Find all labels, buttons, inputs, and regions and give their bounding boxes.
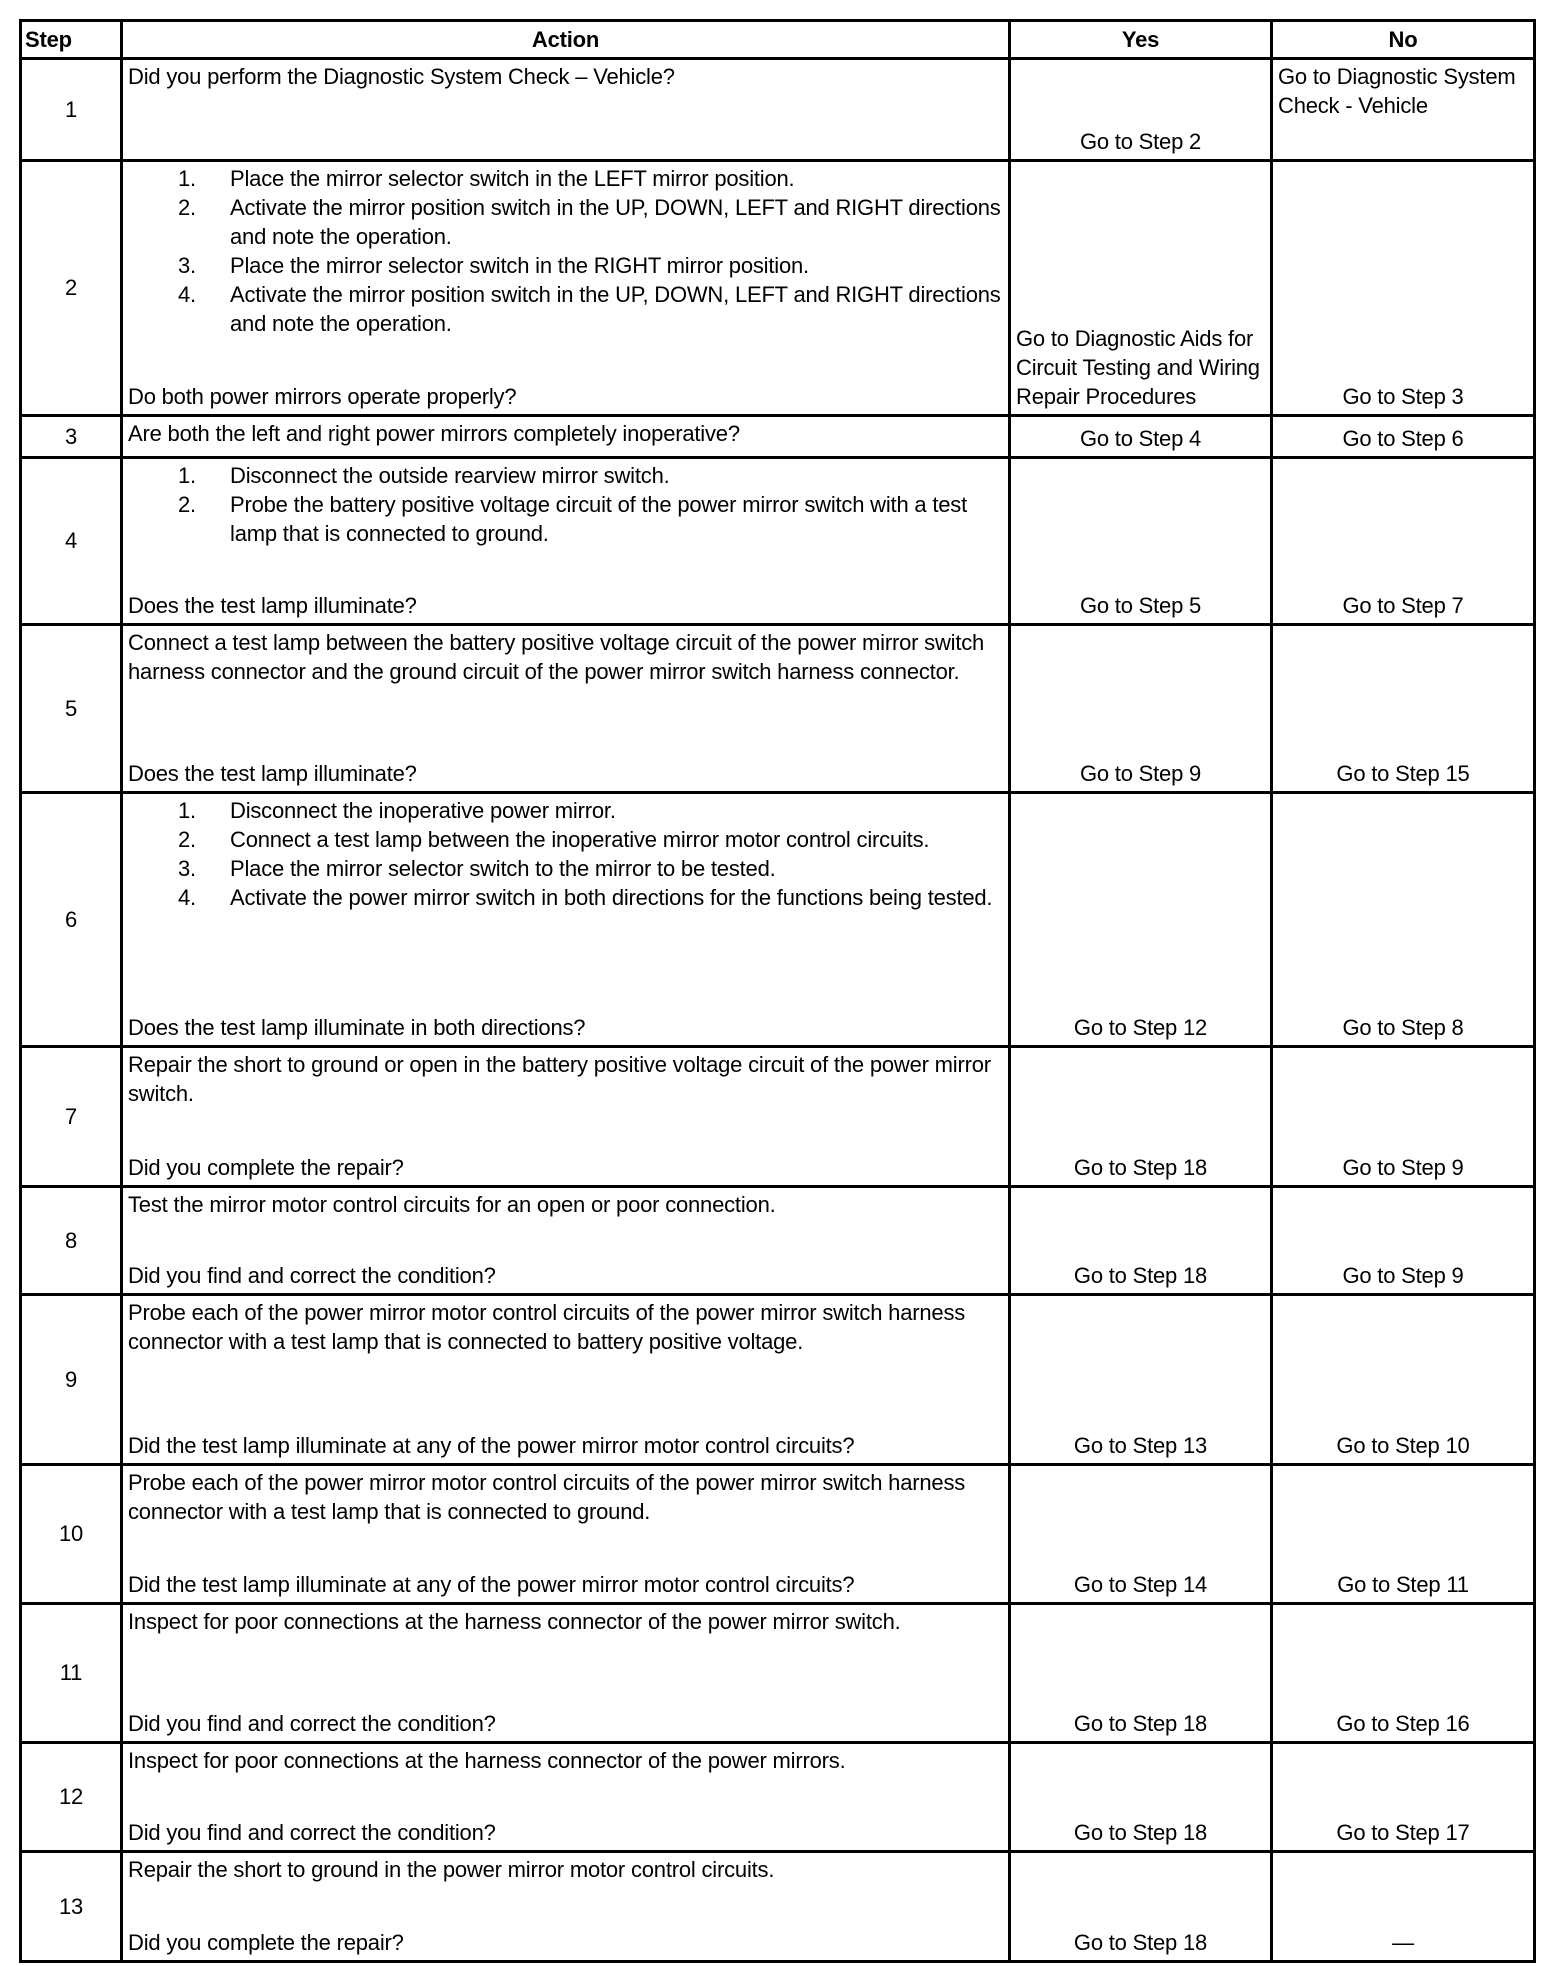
action-cell bbox=[122, 59, 1010, 161]
action-question: Did you complete the repair? bbox=[128, 1930, 404, 1955]
action-text: Inspect for poor connections at the harness connector of the power mirrors. bbox=[128, 1748, 846, 1773]
action-question: Does the test lamp illuminate in both directions? bbox=[128, 1015, 586, 1040]
step-number: 12 bbox=[21, 1743, 122, 1852]
yes-result[interactable]: Go to Step 14 bbox=[1010, 1465, 1272, 1604]
step-number: 6 bbox=[21, 793, 122, 1047]
no-result[interactable]: Go to Step 9 bbox=[1272, 1047, 1535, 1187]
action-question: Does the test lamp illuminate? bbox=[128, 761, 417, 786]
step-number: 9 bbox=[21, 1295, 122, 1465]
action-question: Did you find and correct the condition? bbox=[128, 1711, 496, 1736]
action-question: Do both power mirrors operate properly? bbox=[128, 384, 517, 409]
action-steps bbox=[128, 461, 1003, 548]
action-steps bbox=[128, 796, 1003, 912]
step-number: 4 bbox=[21, 458, 122, 625]
no-result[interactable]: Go to Step 16 bbox=[1272, 1604, 1535, 1743]
action-step-item: 3. Place the mirror selector switch in the RIGHT mirror position. bbox=[178, 253, 809, 278]
action-text: Connect a test lamp between the battery positive voltage circuit of the power mirror switch harness connector and the ground circuit of the power mirror switch harness connector. bbox=[128, 630, 985, 684]
action-cell bbox=[122, 416, 1010, 458]
action-text: Did you perform the Diagnostic System Check – Vehicle? bbox=[128, 64, 675, 89]
header-row bbox=[21, 21, 1535, 59]
step-number: 5 bbox=[21, 625, 122, 793]
table-row bbox=[21, 416, 1535, 458]
table-row bbox=[21, 625, 1535, 793]
step-number: 8 bbox=[21, 1187, 122, 1295]
step-number: 1 bbox=[21, 59, 122, 161]
action-text: Repair the short to ground in the power mirror motor control circuits. bbox=[128, 1857, 775, 1882]
yes-result[interactable]: Go to Step 18 bbox=[1010, 1187, 1272, 1295]
no-result[interactable]: Go to Diagnostic System Check - Vehicle bbox=[1272, 59, 1535, 161]
action-step-item: 1. Disconnect the inoperative power mirror. bbox=[178, 798, 616, 823]
action-text: Test the mirror motor control circuits for an open or poor connection. bbox=[128, 1192, 776, 1217]
no-result[interactable]: Go to Step 8 bbox=[1272, 793, 1535, 1047]
no-result[interactable]: Go to Step 7 bbox=[1272, 458, 1535, 625]
step-number: 13 bbox=[21, 1852, 122, 1962]
table-row bbox=[21, 1295, 1535, 1465]
action-text: Are both the left and right power mirrors completely inoperative? bbox=[128, 421, 740, 446]
table-row bbox=[21, 1852, 1535, 1962]
action-cell bbox=[122, 458, 1010, 625]
step-number: 11 bbox=[21, 1604, 122, 1743]
table-row bbox=[21, 793, 1535, 1047]
action-cell bbox=[122, 1465, 1010, 1604]
no-result[interactable]: Go to Step 15 bbox=[1272, 625, 1535, 793]
action-steps bbox=[128, 164, 1003, 338]
yes-result[interactable]: Go to Step 4 bbox=[1010, 416, 1272, 458]
no-result[interactable]: Go to Step 17 bbox=[1272, 1743, 1535, 1852]
header-yes: Yes bbox=[1010, 21, 1272, 59]
action-step-item: 4. Activate the mirror position switch in the UP, DOWN, LEFT and RIGHT directions and note the operation. bbox=[178, 282, 1001, 336]
action-cell bbox=[122, 1743, 1010, 1852]
yes-result[interactable]: Go to Step 13 bbox=[1010, 1295, 1272, 1465]
step-number: 7 bbox=[21, 1047, 122, 1187]
action-step-item: 2. Activate the mirror position switch in the UP, DOWN, LEFT and RIGHT directions and note the operation. bbox=[178, 195, 1001, 249]
action-cell bbox=[122, 1047, 1010, 1187]
yes-result[interactable]: Go to Step 5 bbox=[1010, 458, 1272, 625]
yes-result[interactable]: Go to Step 18 bbox=[1010, 1743, 1272, 1852]
action-step-item: 3. Place the mirror selector switch to the mirror to be tested. bbox=[178, 856, 776, 881]
yes-result[interactable]: Go to Step 2 bbox=[1010, 59, 1272, 161]
action-step-item: 1. Place the mirror selector switch in the LEFT mirror position. bbox=[178, 166, 795, 191]
action-cell bbox=[122, 1604, 1010, 1743]
step-number: 3 bbox=[21, 416, 122, 458]
no-result[interactable]: Go to Step 6 bbox=[1272, 416, 1535, 458]
action-question: Did the test lamp illuminate at any of the power mirror motor control circuits? bbox=[128, 1433, 855, 1458]
yes-result[interactable]: Go to Step 9 bbox=[1010, 625, 1272, 793]
action-cell bbox=[122, 1295, 1010, 1465]
action-step-item: 2. Probe the battery positive voltage circuit of the power mirror switch with a test lamp that is connected to ground. bbox=[178, 492, 968, 546]
yes-result[interactable]: Go to Diagnostic Aids for Circuit Testing and Wiring Repair Procedures bbox=[1010, 161, 1272, 416]
action-step-item: 2. Connect a test lamp between the inoperative mirror motor control circuits. bbox=[178, 827, 930, 852]
action-cell bbox=[122, 625, 1010, 793]
step-number: 2 bbox=[21, 161, 122, 416]
action-text: Probe each of the power mirror motor control circuits of the power mirror switch harness connector with a test lamp that is connected to ground. bbox=[128, 1470, 966, 1524]
header-step: Step bbox=[21, 21, 122, 59]
action-question: Did the test lamp illuminate at any of the power mirror motor control circuits? bbox=[128, 1572, 855, 1597]
no-result[interactable]: Go to Step 11 bbox=[1272, 1465, 1535, 1604]
action-step-item: 4. Activate the power mirror switch in both directions for the functions being tested. bbox=[178, 885, 993, 910]
yes-result[interactable]: Go to Step 18 bbox=[1010, 1852, 1272, 1962]
step-number: 10 bbox=[21, 1465, 122, 1604]
table-row bbox=[21, 59, 1535, 161]
action-text: Inspect for poor connections at the harness connector of the power mirror switch. bbox=[128, 1609, 901, 1634]
diagnostic-table bbox=[19, 19, 1536, 1963]
table-row bbox=[21, 161, 1535, 416]
action-question: Did you complete the repair? bbox=[128, 1155, 404, 1180]
table-row bbox=[21, 1604, 1535, 1743]
header-action: Action bbox=[122, 21, 1010, 59]
no-result[interactable]: Go to Step 3 bbox=[1272, 161, 1535, 416]
action-text: Repair the short to ground or open in the battery positive voltage circuit of the power mirror switch. bbox=[128, 1052, 991, 1106]
action-cell bbox=[122, 1187, 1010, 1295]
action-question: Does the test lamp illuminate? bbox=[128, 593, 417, 618]
action-question: Did you find and correct the condition? bbox=[128, 1263, 496, 1288]
yes-result[interactable]: Go to Step 12 bbox=[1010, 793, 1272, 1047]
table-row bbox=[21, 458, 1535, 625]
yes-result[interactable]: Go to Step 18 bbox=[1010, 1604, 1272, 1743]
table-row bbox=[21, 1047, 1535, 1187]
no-result[interactable]: — bbox=[1272, 1852, 1535, 1962]
action-cell bbox=[122, 793, 1010, 1047]
table-row bbox=[21, 1465, 1535, 1604]
action-step-item: 1. Disconnect the outside rearview mirror switch. bbox=[178, 463, 670, 488]
table-row bbox=[21, 1187, 1535, 1295]
action-cell bbox=[122, 1852, 1010, 1962]
table-row bbox=[21, 1743, 1535, 1852]
no-result[interactable]: Go to Step 10 bbox=[1272, 1295, 1535, 1465]
action-cell bbox=[122, 161, 1010, 416]
header-no: No bbox=[1272, 21, 1535, 59]
action-text: Probe each of the power mirror motor control circuits of the power mirror switch harness connector with a test lamp that is connected to battery positive voltage. bbox=[128, 1300, 966, 1354]
action-question: Did you find and correct the condition? bbox=[128, 1820, 496, 1845]
yes-result[interactable]: Go to Step 18 bbox=[1010, 1047, 1272, 1187]
no-result[interactable]: Go to Step 9 bbox=[1272, 1187, 1535, 1295]
